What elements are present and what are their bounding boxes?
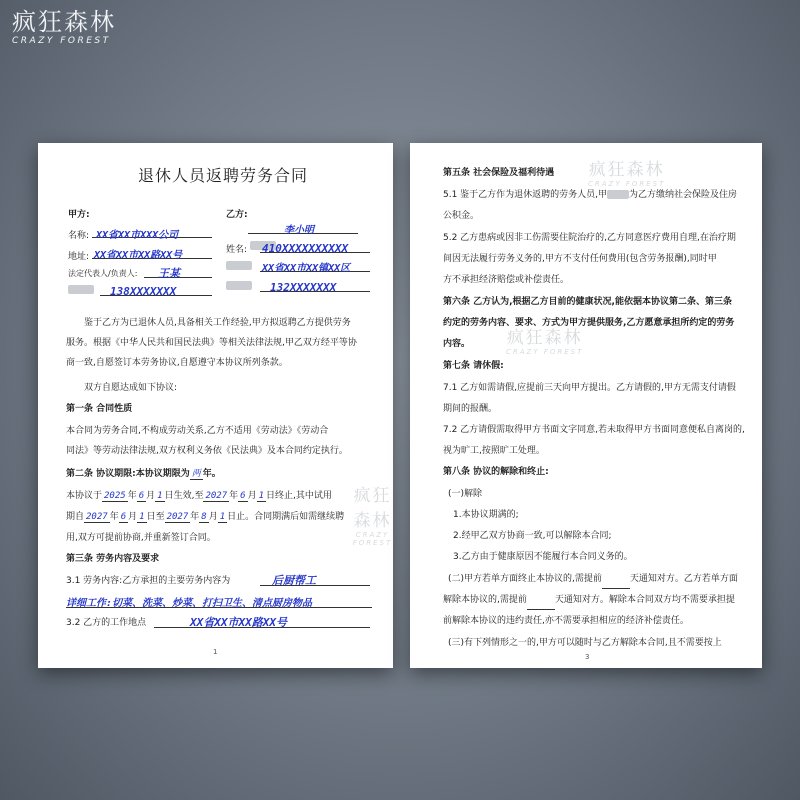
blank (527, 600, 555, 610)
redacted-label (68, 285, 94, 294)
intro-line: 商一致,自愿签订本劳务协议,自愿遵守本协议所列条款。 (66, 358, 288, 368)
job-line (260, 569, 370, 586)
para-5-2: 间因无法履行劳务义务的,甲方不支付任何费用(包含劳务报酬),同时甲 (443, 254, 717, 264)
party-b-phone-line (260, 276, 370, 292)
contract-page-3 (410, 143, 762, 668)
end-month: 6 (240, 491, 246, 501)
party-b-id-line (260, 237, 370, 253)
article-1-title: 第一条 合同性质 (66, 404, 133, 414)
party-b-label: 乙方: (226, 210, 248, 220)
party-b-id-value: 410XXXXXXXXXX (262, 242, 349, 255)
start-month: 6 (138, 491, 145, 501)
trial-start-day: 1 (139, 512, 145, 522)
contract-title: 退休人员返聘劳务合同 (138, 166, 309, 185)
trial-start-year: 2027 (86, 512, 108, 522)
party-a-rep-label: 法定代表人/负责人: (68, 269, 138, 278)
trial-end-day: 1 (219, 512, 226, 522)
blank (602, 579, 630, 589)
text: 年 (127, 491, 137, 501)
party-a-rep-line (144, 262, 212, 278)
start-year: 2025 (104, 491, 126, 501)
article-5-title: 第五条 社会保险及福利待遇 (443, 168, 555, 178)
para-7-2: 7.2 乙方请假需取得甲方书面文字同意,若未取得甲方书面同意便私自离岗的, (443, 425, 745, 435)
article-2-trial-line (66, 507, 344, 527)
para-7-2: 视为旷工,按照旷工处理。 (443, 446, 545, 456)
brand-logo (12, 8, 116, 46)
party-b-name-value: 李小明 (284, 225, 314, 236)
article-2-line: 用,双方可提前协商,并重新签订合同。 (66, 533, 216, 543)
section-1: (一)解除 (448, 489, 483, 499)
text: 日终止,其中试用 (266, 491, 332, 501)
section-3: (三)有下列情形之一的,甲方可以随时与乙方解除本合同,且不需要按上 (448, 638, 722, 648)
agree-line: 双方自愿达成如下协议: (84, 383, 178, 393)
redacted-text (607, 190, 629, 199)
watermark-text: 疯狂森林 (588, 160, 665, 180)
article-1-line: 同法》等劳动法律法规,双方权利义务依《民法典》及本合同约定执行。 (66, 446, 348, 456)
intro-line: 鉴于乙方为已退休人员,具备相关工作经验,甲方拟返聘乙方提供劳务 (84, 318, 351, 328)
section-1-item: 3.乙方由于健康原因不能履行本合同义务的。 (453, 552, 633, 562)
text: 日生效,至 (164, 491, 204, 501)
article-2-years: 两 (191, 469, 201, 479)
article-6: 内容。 (443, 339, 471, 349)
job-value: 后厨帮工 (272, 574, 316, 587)
party-b-fullname-label: 姓名: (226, 245, 248, 255)
para-5-2: 5.2 乙方患病或因非工伤需要住院治疗的,乙方同意医疗费用自理,在治疗期 (443, 233, 736, 243)
text: 天通知对方。乙方若单方面 (629, 574, 738, 584)
party-a-label: 甲方: (68, 210, 90, 220)
text: (二)甲方若单方面终止本协议的,需提前 (448, 574, 602, 584)
text: 年 (190, 512, 200, 522)
text: 期自 (66, 512, 85, 522)
section-1-item: 1.本协议期满的; (453, 510, 519, 520)
party-a-name-line (92, 223, 212, 241)
article-8-title: 第八条 协议的解除和终止: (443, 467, 549, 477)
text: 月 (128, 512, 138, 522)
watermark-text: 疯狂森林 (353, 486, 392, 531)
para-5-2: 方不承担经济赔偿或补偿责任。 (443, 275, 570, 285)
para-7-1: 期间的报酬。 (443, 404, 498, 414)
watermark-subtitle: CRAZY FOREST (506, 348, 584, 356)
party-b-name-line (248, 218, 358, 234)
article-2-year-unit: 年。 (202, 469, 221, 479)
text: 日至 (146, 512, 165, 522)
article-2-term-line (66, 486, 332, 506)
trial-end-year: 2027 (166, 512, 189, 522)
job-detail-value: 详细工作:切菜、洗菜、炒菜、打扫卫生、清点厨房物品 (66, 598, 313, 609)
contract-page-1 (38, 143, 393, 668)
party-a-name-value: XX省XX市XXX公司 (96, 230, 179, 241)
job-detail-line (66, 591, 372, 608)
article-3-title: 第三条 劳务内容及要求 (66, 554, 160, 564)
watermark (588, 155, 665, 188)
watermark-subtitle: CRAZY FOREST (352, 531, 393, 547)
watermark-text: 疯狂森林 (506, 328, 583, 348)
party-b-address-line (260, 256, 370, 272)
text: 本协议于 (66, 491, 103, 501)
brand-name: 疯狂森林 (12, 8, 116, 36)
party-b-phone-value: 132XXXXXXX (270, 281, 337, 294)
section-2 (448, 569, 738, 589)
text: 月 (146, 491, 156, 501)
article-6: 第六条 乙方认为,根据乙方目前的健康状况,能依据本协议第二条、第三条 (443, 297, 732, 307)
para-5-1 (443, 185, 737, 205)
article-3-location-label: 3.2 乙方的工作地点 (66, 618, 147, 628)
article-1-line: 本合同为劳务合同,不构成劳动关系,乙方不适用《劳动法》《劳动合 (66, 426, 329, 436)
text: 为乙方缴纳社会保险及住房 (629, 190, 738, 200)
party-a-address-label: 地址: (68, 252, 90, 262)
article-3-line (66, 571, 230, 591)
text: 日止。合同期满后如需继续聘 (227, 512, 345, 522)
trial-start-month: 6 (120, 512, 127, 522)
text: 月 (208, 512, 218, 522)
section-1-item: 2.经甲乙双方协商一致,可以解除本合同; (453, 531, 612, 541)
text: 天通知对方。解除本合同双方均不需要承担提 (554, 595, 735, 605)
trial-end-month: 8 (201, 512, 207, 522)
party-a-phone-line (100, 280, 212, 296)
party-b-address-value: XX省XX市XX镇XX区 (262, 263, 351, 274)
article-2-title-line (66, 464, 221, 484)
section-2 (443, 590, 735, 610)
text: 解除本协议的,需提前 (443, 595, 527, 605)
section-2: 前解除本协议的违约责任,亦不需要承担相应的经济补偿责任。 (443, 616, 689, 626)
watermark-subtitle: CRAZY FOREST (588, 180, 666, 188)
end-day: 1 (258, 491, 265, 501)
intro-line: 服务。根据《中华人民共和国民法典》等相关法律法规,甲乙双方经平等协 (66, 338, 357, 348)
start-day: 1 (157, 491, 163, 501)
party-a-phone-value: 138XXXXXXX (110, 285, 177, 298)
watermark (352, 481, 393, 547)
location-line (154, 611, 370, 628)
article-6: 约定的劳务内容、要求、方式为甲方提供服务,乙方愿意承担所约定的劳务 (443, 318, 735, 328)
text: 年 (229, 491, 239, 501)
page-number: 3 (585, 653, 590, 661)
article-2-title: 第二条 协议期限:本协议期限为 (66, 469, 190, 479)
article-7-title: 第七条 请休假: (443, 361, 504, 371)
redacted-label (226, 261, 252, 270)
party-a-address-line (92, 243, 212, 259)
text: 月 (247, 491, 257, 501)
brand-subtitle: CRAZY FOREST (12, 36, 111, 46)
page-number: 1 (213, 648, 218, 656)
end-year: 2027 (205, 491, 228, 501)
text: 5.1 鉴于乙方作为退休返聘的劳务人员,甲 (443, 190, 608, 200)
party-a-address-value: XX省XX市XX路XX号 (94, 250, 183, 261)
text: 3.1 劳务内容:乙方承担的主要劳务内容为 (66, 576, 231, 586)
para-7-1: 7.1 乙方如需请假,应提前三天向甲方提出。乙方请假的,甲方无需支付请假 (443, 383, 736, 393)
location-value: XX省XX市XX路XX号 (190, 616, 287, 629)
para-5-1-cont: 公积金。 (443, 211, 480, 221)
text: 年 (109, 512, 119, 522)
redacted-label (226, 281, 252, 290)
party-a-name-label: 名称: (68, 231, 90, 241)
party-a-rep-value: 王某 (158, 267, 180, 280)
